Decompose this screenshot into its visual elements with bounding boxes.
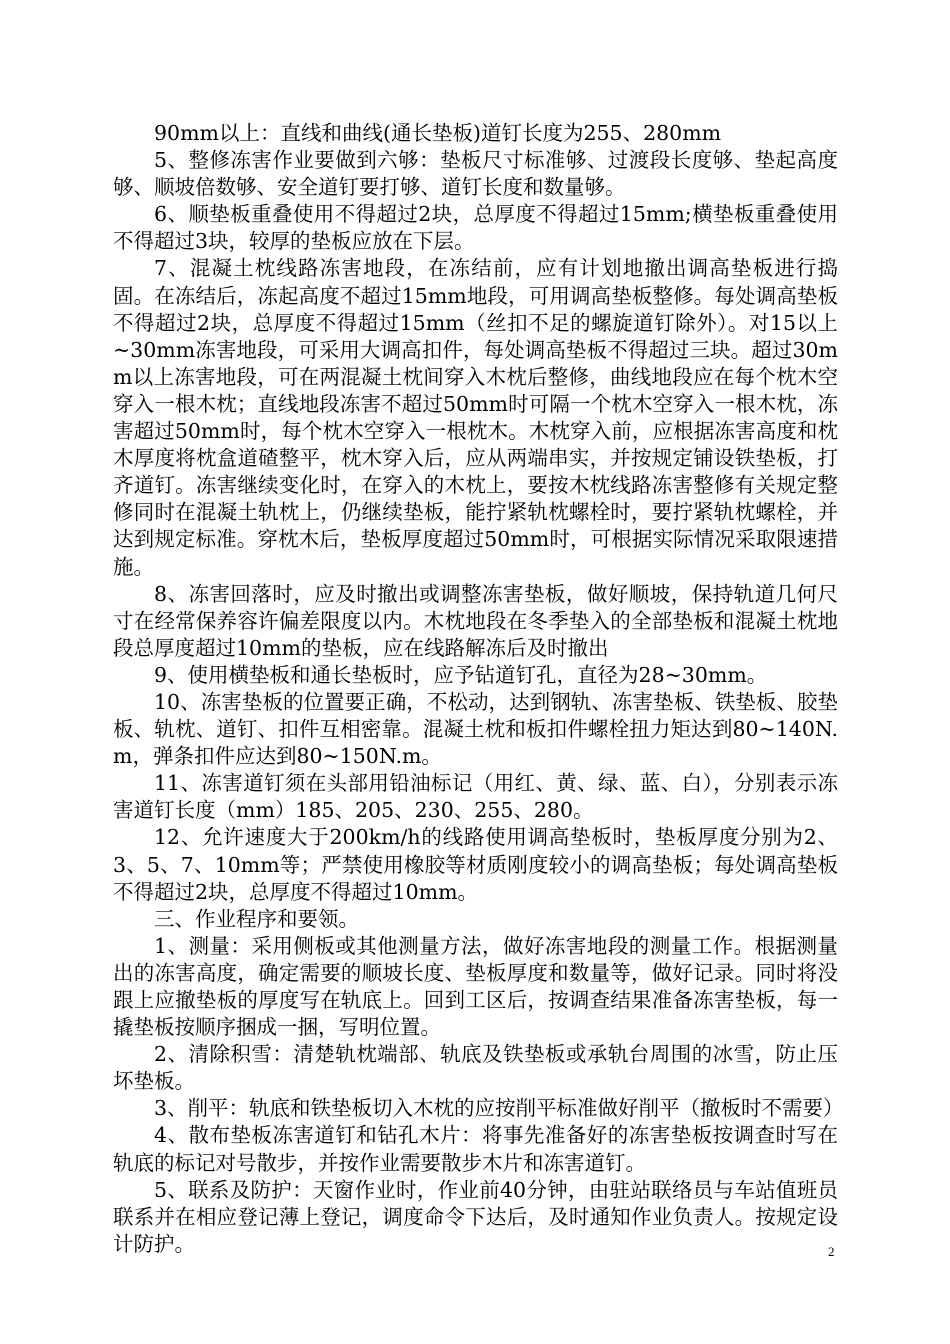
paragraph: 8、冻害回落时，应及时撤出或调整冻害垫板，做好顺坡，保持轨道几何尺寸在经常保养容许偏差限度以内。木枕地段在冬季垫入的全部垫板和混凝土枕地段总厚度超过10mm的垫板，应在线路解冻后及时撤出 <box>113 581 838 660</box>
section-heading: 三、作业程序和要领。 <box>154 906 359 931</box>
paragraph: 11、冻害道钉须在头部用铅油标记（用红、黄、绿、蓝、白），分别表示冻害道钉长度（mm）185、205、230、255、280。 <box>113 771 838 823</box>
paragraph: 12、允许速度大于200km/h的线路使用调高垫板时，垫板厚度分别为2、3、5、7、10mm等；严禁使用橡胶等材质刚度较小的调高垫板；每处调高垫板不得超过2块，总厚度不得超过10mm。 <box>113 825 838 904</box>
paragraph: 6、顺垫板重叠使用不得超过2块，总厚度不得超过15mm;横垫板重叠使用不得超过3块，较厚的垫板应放在下层。 <box>113 202 838 254</box>
paragraph: 9、使用横垫板和通长垫板时，应予钻道钉孔，直径为28~30mm。 <box>154 662 768 687</box>
paragraph: 7、混凝土枕线路冻害地段，在冻结前，应有计划地撤出调高垫板进行捣固。在冻结后，冻起高度不超过15mm地段，可用调高垫板整修。每处调高垫板不得超过2块，总厚度不得超过15mm（丝扣不足的螺旋道钉除外）。对15以上~30mm冻害地段，可采用大调高扣件，每处调高垫板不得超过三块。超过30mm以上冻害地段，可在两混凝土枕间穿入木枕后整修，曲线地段应在每个枕木空穿入一根木枕；直线地段冻害不超过50mm时可隔一个枕木空穿入一根木枕，冻害超过50mm时，每个枕木空穿入一根枕木。木枕穿入前，应根据冻害高度和枕木厚度将枕盒道碴整平，枕木穿入后，应从两端串实，并按规定铺设铁垫板，打齐道钉。冻害继续变化时，在穿入的木枕上，要按木枕线路冻害整修有关规定整修同时在混凝土轨枕上，仍继续垫板，能拧紧轨枕螺栓时，要拧紧轨枕螺栓，并达到规定标准。穿枕木后，垫板厚度超过50mm时，可根据实际情况采取限速措施。 <box>113 256 838 579</box>
paragraph: 90mm以上：直线和曲线(通长垫板)道钉长度为255、280mm <box>154 121 722 145</box>
paragraph: 1、测量：采用侧板或其他测量方法，做好冻害地段的测量工作。根据测量出的冻害高度，确定需要的顺坡长度、垫板厚度和数量等，做好记录。同时将没跟上应撤垫板的厚度写在轨底上。回到工区后，按调查结果准备冻害垫板，每一撬垫板按顺序捆成一捆，写明位置。 <box>113 933 838 1040</box>
paragraph: 10、冻害垫板的位置要正确，不松动，达到钢轨、冻害垫板、铁垫板、胶垫板、轨枕、道钉、扣件互相密靠。混凝土枕和板扣件螺栓扭力矩达到80~140N.m，弹条扣件应达到80~150N.m。 <box>113 689 838 769</box>
paragraph: 4、散布垫板冻害道钉和钻孔木片：将事先准备好的冻害垫板按调查时写在轨底的标记对号散步，并按作业需要散步木片和冻害道钉。 <box>113 1123 838 1175</box>
document-body <box>113 120 844 1258</box>
page-number: 2 <box>828 1244 835 1259</box>
paragraph: 3、削平：轨底和铁垫板切入木枕的应按削平标准做好削平（撤板时不需要） <box>154 1096 844 1121</box>
paragraph: 5、整修冻害作业要做到六够：垫板尺寸标准够、过渡段长度够、垫起高度够、顺坡倍数够、安全道钉要打够、道钉长度和数量够。 <box>113 148 838 200</box>
paragraph: 2、清除积雪：清楚轨枕端部、轨底及铁垫板或承轨台周围的冰雪，防止压坏垫板。 <box>113 1042 838 1094</box>
paragraph: 5、联系及防护：天窗作业时，作业前40分钟，由驻站联络员与车站值班员联系并在相应登记薄上登记，调度命令下达后，及时通知作业负责人。按规定设计防护。 <box>113 1177 838 1256</box>
